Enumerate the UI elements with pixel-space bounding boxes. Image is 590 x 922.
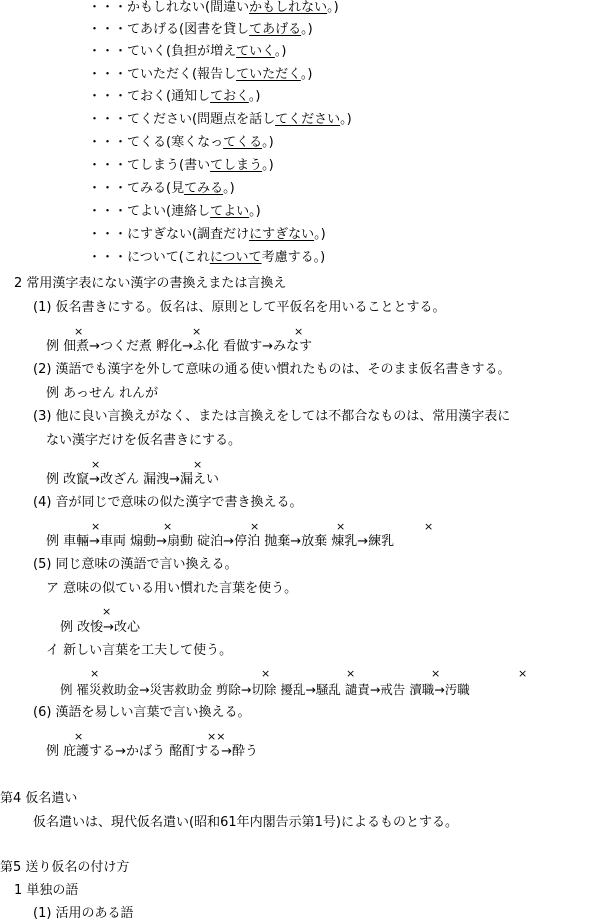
underlined-expression: にすぎない — [249, 227, 315, 242]
suffix-list-item — [88, 181, 235, 197]
non-joyo-mark: × — [74, 325, 84, 338]
non-joyo-mark: × — [91, 458, 101, 471]
suffix-text: 。) — [314, 227, 326, 242]
suffix-list-item — [88, 112, 352, 128]
item-5-a-example: 例 改悛→改心 — [60, 620, 141, 635]
non-joyo-mark: × — [102, 605, 112, 618]
non-joyo-mark: × — [261, 667, 271, 680]
underlined-expression: てみる — [184, 181, 224, 196]
item-3-text-line2: ない漢字だけを仮名書きにする。 — [46, 433, 242, 448]
suffix-text: ・・・てあげる(図書を貸し — [88, 22, 250, 37]
suffix-text: ・・・かもしれない(間違い — [88, 0, 250, 15]
suffix-text: ・・・てよい(連絡し — [88, 204, 211, 219]
underlined-expression: てしまう — [210, 158, 263, 173]
non-joyo-mark: × — [250, 520, 260, 533]
item-4-text: (4) 音が同じで意味の似た漢字で書き換える。 — [33, 495, 303, 510]
underlined-expression: てあげる — [249, 22, 302, 37]
underlined-expression: てくる — [223, 135, 263, 150]
suffix-text: 。) — [301, 22, 313, 37]
item-5-a-text: ア 意味の似ている用い慣れた言葉を使う。 — [46, 581, 298, 596]
item-4-example: 例 車輛→車両 煽動→扇動 碇泊→停泊 抛棄→放棄 煉乳→練乳 — [46, 534, 395, 549]
item-3-example: 例 改竄→改ざん 漏洩→漏えい — [46, 472, 220, 487]
section-5-sub1: 1 単独の語 — [14, 883, 79, 898]
suffix-text: ・・・てしまう(書い — [88, 158, 211, 173]
suffix-text: 。) — [340, 112, 352, 127]
suffix-text: ・・・てください(問題点を話し — [88, 112, 276, 127]
suffix-text: ・・・について(これ — [88, 250, 210, 265]
non-joyo-mark: × — [424, 520, 434, 533]
suffix-text: 。) — [300, 67, 313, 82]
item-2-example: 例 あっせん れんが — [46, 386, 159, 401]
suffix-text: ・・・ていく(負担が増え — [88, 44, 237, 59]
non-joyo-mark: × — [90, 667, 100, 680]
underlined-expression: かもしれない — [249, 0, 328, 15]
item-5-b-text: イ 新しい言葉を工夫して使う。 — [46, 643, 233, 658]
item-2-text: (2) 漢語でも漢字を外して意味の通る使い慣れたものは、そのまま仮名書きする。 — [33, 362, 511, 377]
section-4-body: 仮名遣いは、現代仮名遣い(昭和61年内閣告示第1号)によるものとする。 — [33, 815, 458, 830]
suffix-list-item — [88, 204, 261, 220]
section-2-heading: 2 常用漢字表にない漢字の書換えまたは言換え — [14, 276, 287, 291]
underlined-expression: について — [209, 250, 262, 265]
non-joyo-mark: × — [91, 520, 101, 533]
suffix-text: 。) — [262, 135, 274, 150]
suffix-text: 。) — [248, 89, 261, 104]
suffix-list-item — [88, 89, 260, 105]
suffix-text: 。) — [327, 0, 339, 15]
suffix-text: ・・・ていただく(報告し — [88, 67, 237, 82]
suffix-list-item — [88, 135, 274, 151]
non-joyo-mark: × — [163, 520, 173, 533]
non-joyo-mark: × — [518, 667, 528, 680]
non-joyo-mark: × — [192, 325, 202, 338]
suffix-list-item — [88, 0, 339, 16]
suffix-text: 。) — [262, 158, 274, 173]
non-joyo-mark: × — [193, 458, 203, 471]
underlined-expression: ていただく — [236, 67, 301, 82]
non-joyo-mark: × — [336, 520, 346, 533]
suffix-text: ・・・にすぎない(調査だけ — [88, 227, 250, 242]
suffix-text: ・・・てみる(見 — [88, 181, 185, 196]
suffix-text: 。) — [223, 181, 235, 196]
item-6-text: (6) 漢語を易しい言葉で言い換える。 — [33, 705, 251, 720]
section-5-heading: 第5 送り仮名の付け方 — [0, 860, 130, 875]
suffix-list-item — [88, 250, 325, 266]
suffix-text: ・・・てくる(寒くなっ — [88, 135, 224, 150]
section-5-sub1-1: (1) 活用のある語 — [33, 906, 134, 921]
non-joyo-mark: × — [431, 667, 441, 680]
non-joyo-mark: × — [346, 667, 356, 680]
item-5-b-example: 例 罹災救助金→災害救助金 剪除→切除 擾乱→騒乱 譴責→戒告 瀆職→汚職 — [60, 682, 470, 697]
item-5-text: (5) 同じ意味の漢語で言い換える。 — [33, 557, 238, 572]
suffix-text: 考慮する。) — [261, 250, 326, 265]
item-1-example: 例 佃煮→つくだ煮 孵化→ふ化 看做す→みなす — [46, 339, 313, 354]
underlined-expression: ていく — [236, 44, 275, 59]
underlined-expression: てよい — [210, 204, 250, 219]
underlined-expression: てください — [275, 112, 341, 127]
non-joyo-mark-double: ×× — [207, 730, 226, 743]
item-3-text-line1: (3) 他に良い言換えがなく、または言換えをしては不都合なものは、常用漢字表に — [33, 409, 511, 424]
non-joyo-mark: × — [294, 325, 304, 338]
item-1-text: (1) 仮名書きにする。仮名は、原則として平仮名を用いることとする。 — [33, 300, 446, 315]
suffix-text: ・・・ておく(通知し — [88, 89, 211, 104]
suffix-list-item — [88, 227, 326, 243]
suffix-list-item — [88, 158, 274, 174]
suffix-list-item — [88, 44, 286, 60]
suffix-list-item — [88, 67, 312, 83]
item-6-example: 例 庇護する→かばう 酩酊する→酔う — [46, 744, 259, 759]
underlined-expression: ておく — [210, 89, 249, 104]
suffix-list-item — [88, 22, 313, 38]
section-4-heading: 第4 仮名遣い — [0, 791, 78, 806]
suffix-text: 。) — [249, 204, 261, 219]
suffix-text: 。) — [274, 44, 287, 59]
non-joyo-mark: × — [74, 730, 84, 743]
